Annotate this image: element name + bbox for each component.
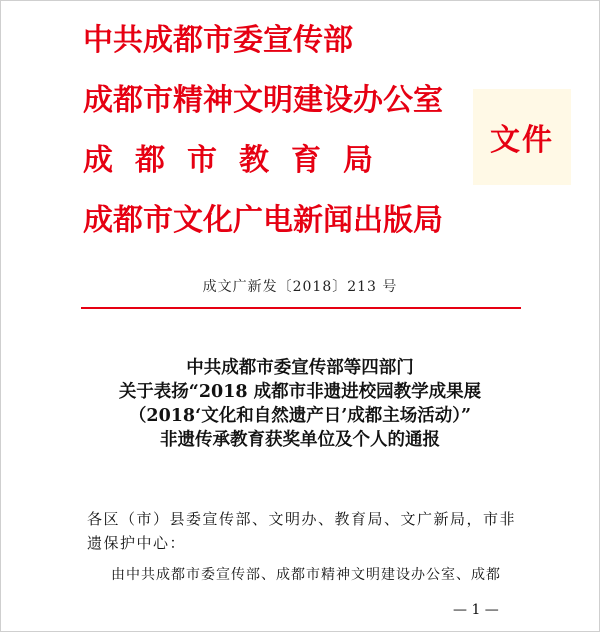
document-number: 成文广新发〔2018〕213 号: [202, 279, 398, 295]
addressee-paragraph: 各区（市）县委宣传部、文明办、教育局、文广新局，市非遗保护中心：: [87, 510, 517, 552]
red-separator-line: [81, 307, 521, 309]
issuer-line-education-bureau: 成都市教育局: [83, 143, 395, 178]
document-title: [1, 356, 599, 452]
document-type-badge: [473, 89, 571, 185]
issuer-list: [83, 11, 483, 251]
document-type-label: 文件: [490, 123, 554, 158]
title-line-3: （2018‘文化和自然遗产日’成都主场活动）”: [128, 406, 472, 426]
issuer-line-civilization-office: 成都市精神文明建设办公室: [83, 83, 443, 118]
issuer-line-propaganda: 中共成都市委宣传部: [83, 23, 353, 58]
title-line-4: 非遗传承教育获奖单位及个人的通报: [160, 430, 440, 450]
body-first-paragraph: 由中共成都市委宣传部、成都市精神文明建设办公室、成都: [111, 567, 501, 583]
page-number: — 1 —: [453, 602, 499, 618]
issuer-line-culture-bureau: 成都市文化广电新闻出版局: [83, 203, 443, 238]
title-line-1: 中共成都市委宣传部等四部门: [186, 358, 414, 378]
title-line-2: 关于表扬“2018 成都市非遗进校园教学成果展: [118, 382, 482, 402]
